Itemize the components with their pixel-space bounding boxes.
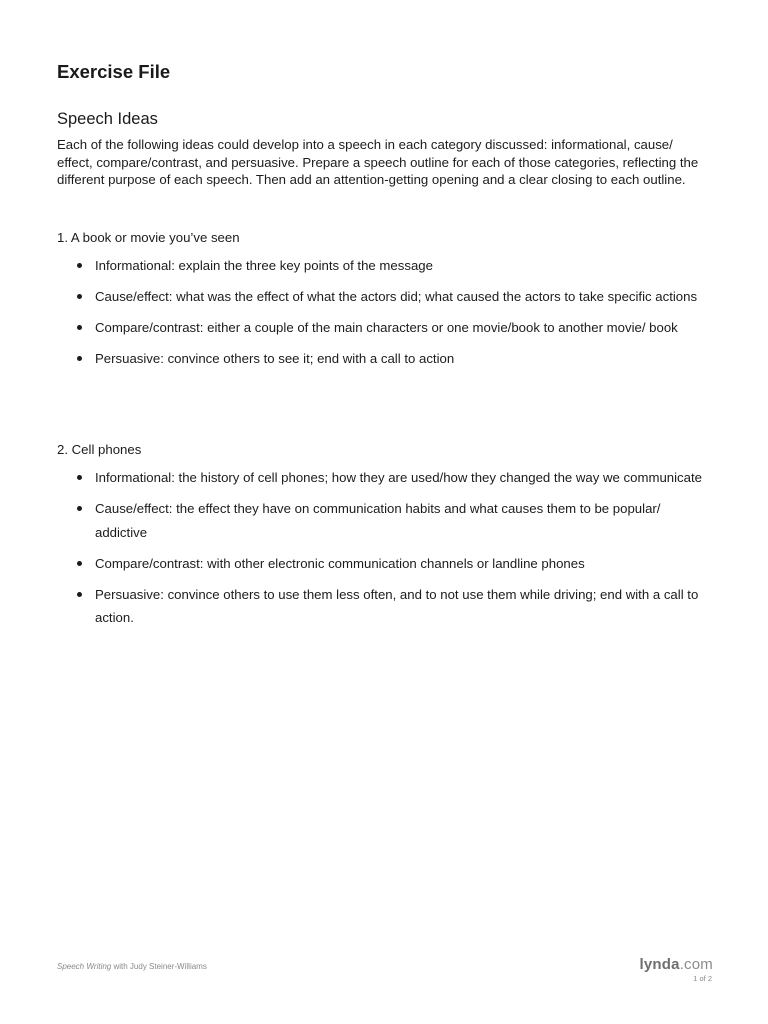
list-item — [57, 466, 705, 490]
list-item-text: Compare/contrast: either a couple of the main characters or one movie/book to another movie/ book — [95, 320, 678, 335]
document-title: Exercise File — [57, 61, 171, 82]
list-item — [57, 347, 705, 371]
list-item — [57, 497, 705, 544]
brand-name: lynda — [639, 956, 680, 973]
topic-book-or-movie — [57, 229, 717, 378]
list-item-text: Cause/effect: the effect they have on communication habits and what causes them to be popular/ addictive — [95, 501, 661, 540]
list-item — [57, 316, 705, 340]
list-item — [57, 254, 705, 278]
section-title: Speech Ideas — [57, 110, 158, 128]
bullet-icon — [77, 592, 82, 597]
list-item — [57, 552, 705, 576]
topic-heading: 1. A book or movie you’ve seen — [57, 230, 240, 245]
bullet-icon — [77, 325, 82, 330]
footer-byline: with Judy Steiner-Williams — [111, 962, 207, 971]
brand-domain: .com — [679, 956, 713, 973]
list-item-text: Informational: the history of cell phones; how they are used/how they changed the way we communicate — [95, 470, 702, 485]
topic-list — [57, 466, 717, 630]
list-item — [57, 583, 705, 630]
list-item-text: Cause/effect: what was the effect of what the actors did; what caused the actors to take specific actions — [95, 289, 698, 304]
lynda-logo — [640, 956, 714, 973]
list-item-text: Persuasive: convince others to use them less often, and to not use them while driving; end with a call to action. — [95, 586, 699, 625]
footer-course-credit — [57, 962, 207, 971]
list-item-text: Informational: explain the three key points of the message — [95, 258, 433, 273]
footer-course-title: Speech Writing — [57, 962, 112, 971]
list-item-text: Compare/contrast: with other electronic communication channels or landline phones — [95, 555, 585, 571]
list-item-text: Persuasive: convince others to see it; end with a call to action — [95, 351, 455, 366]
page-indicator: 1 of 2 — [693, 974, 712, 983]
list-item — [57, 285, 705, 309]
topic-list — [57, 254, 717, 371]
bullet-icon — [77, 561, 82, 566]
topic-heading: 2. Cell phones — [57, 442, 142, 457]
topic-cell-phones — [57, 441, 717, 637]
bullet-icon — [77, 506, 82, 511]
bullet-icon — [77, 356, 82, 361]
bullet-icon — [77, 294, 82, 299]
bullet-icon — [77, 475, 82, 480]
intro-paragraph: Each of the following ideas could develop into a speech in each category discussed: informational, cause/ effect, compare/contrast, and persuasive. Prepare a speech outline for each of those categories, reflecting the different purpose of each speech. Then add an attention-getting opening and a clear closing to each outline. — [57, 137, 699, 187]
bullet-icon — [77, 263, 82, 268]
